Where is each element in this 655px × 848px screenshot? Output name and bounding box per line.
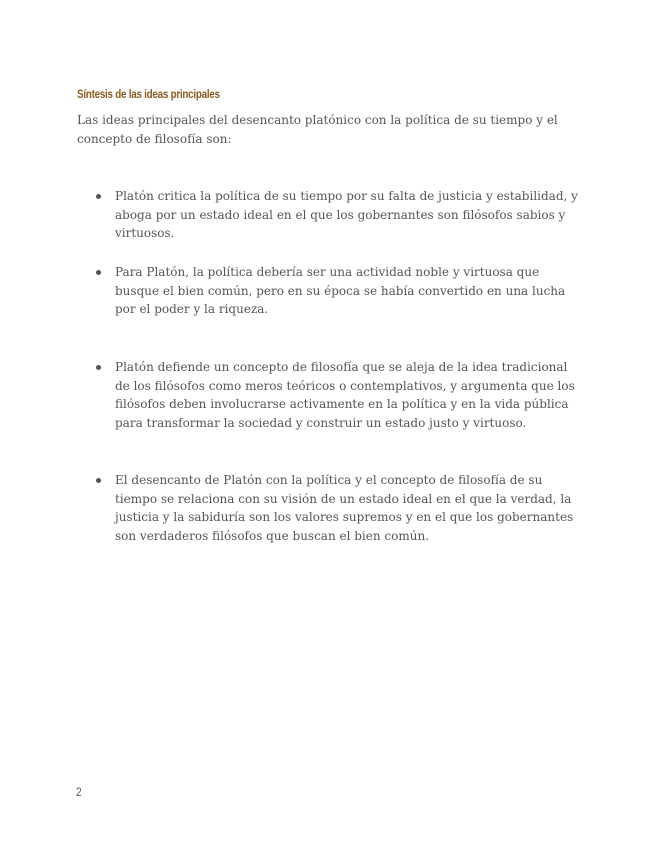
bullet-item [115, 187, 583, 243]
intro-paragraph: Las ideas principales del desencanto platónico con la política de su tiempo y el concepto de filosofía son: [77, 113, 558, 146]
bullet-text: Para Platón, la política debería ser una actividad noble y virtuosa que busque el bien común, pero en su época se había convertido en una lucha por el poder y la riqueza. [115, 265, 566, 316]
page-number: 2 [76, 785, 82, 799]
bullet-dot-icon [96, 194, 101, 199]
bullet-text: Platón defiende un concepto de filosofía que se aleja de la idea tradicional de los filósofos como meros teóricos o contemplativos, y argumenta que los filósofos deben involucrarse activamente en la política y en la vida pública para transformar la sociedad y construir un estado justo y virtuoso. [115, 360, 575, 430]
bullet-item [115, 471, 583, 545]
bullet-text: Platón critica la política de su tiempo por su falta de justicia y estabilidad, y aboga por un estado ideal en el que los gobernantes son filósofos sabios y virtuosos. [115, 189, 578, 240]
section-heading: Síntesis de las ideas principales [77, 87, 220, 101]
bullet-item [115, 358, 583, 432]
bullet-dot-icon [96, 270, 101, 275]
bullet-dot-icon [96, 365, 101, 370]
bullet-item [115, 263, 583, 319]
bullet-text: El desencanto de Platón con la política y el concepto de filosofía de su tiempo se relaciona con su visión de un estado ideal en el que la verdad, la justicia y la sabiduría son los valores supremos y en el que los gobernantes son verdaderos filósofos que buscan el bien común. [115, 473, 574, 543]
bullet-dot-icon [96, 478, 101, 483]
